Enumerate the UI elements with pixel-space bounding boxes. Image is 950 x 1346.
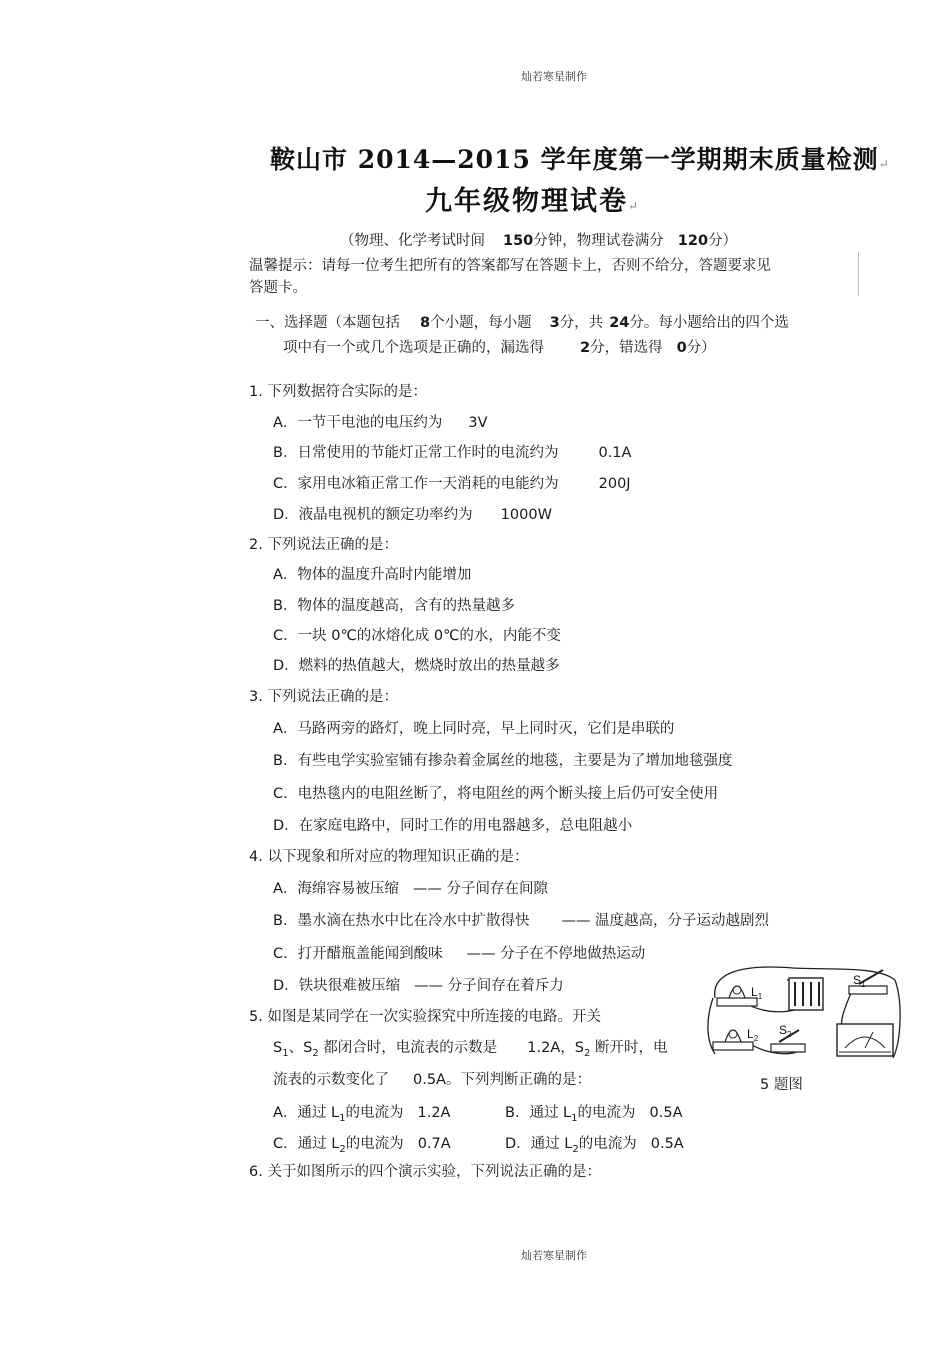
q2-option-d: D．燃料的热值越大，燃烧时放出的热量越多	[273, 658, 560, 674]
q5-figure-caption: 5 题图	[760, 1077, 803, 1093]
q4-option-a: A．海绵容易被压缩 —— 分子间存在间隙	[273, 881, 549, 897]
q2-option-a: A．物体的温度升高时内能增加	[273, 567, 472, 583]
tip-line-1: 温馨提示：请每一位考生把所有的答案都写在答题卡上，否则不给分，答题要求见	[249, 258, 771, 274]
q3-option-b: B．有些电学实验室铺有掺杂着金属丝的地毯，主要是为了增加地毯强度	[273, 753, 733, 769]
q2-stem: 2. 下列说法正确的是：	[249, 537, 398, 553]
page-header: 灿若寒星制作	[521, 70, 587, 83]
q4-stem: 4. 以下现象和所对应的物理知识正确的是：	[249, 849, 529, 865]
margin-line	[858, 252, 859, 296]
fig-label-s1: $S_1$	[853, 973, 866, 989]
q4-option-c: C．打开醋瓶盖能闻到酸味 —— 分子在不停地做热运动	[273, 946, 646, 962]
section-1-heading-cont: 项中有一个或几个选项是正确的，漏选得 2分，错选得 0分）	[283, 340, 716, 356]
q3-option-a: A．马路两旁的路灯，晚上同时亮，早上同时灭，它们是串联的	[273, 721, 675, 737]
q4-option-b: B．墨水滴在热水中比在冷水中扩散得快 —— 温度越高，分子运动越剧烈	[273, 913, 770, 929]
q3-option-d: D．在家庭电路中，同时工作的用电器越多，总电阻越小	[273, 818, 633, 834]
q5-circuit-figure	[703, 962, 903, 1070]
q5-option-c: C．通过 $L_2$的电流为 0.7A	[273, 1136, 451, 1155]
q6-stem: 6. 关于如图所示的四个演示实验，下列说法正确的是：	[249, 1164, 601, 1180]
ammeter	[837, 1024, 893, 1056]
fig-label-s2: $S_2$	[779, 1023, 792, 1039]
q3-stem: 3. 下列说法正确的是：	[249, 689, 398, 705]
q1-option-d: D．液晶电视机的额定功率约为 1000W	[273, 507, 552, 523]
q3-option-c: C．电热毯内的电阻丝断了，将电阻丝的两个断头接上后仍可安全使用	[273, 786, 719, 802]
q2-option-b: B．物体的温度越高，含有的热量越多	[273, 598, 515, 614]
fig-label-l2: $L_2$	[747, 1027, 759, 1043]
q5-stem-line-1: 5. 如图是某同学在一次实验探究中所连接的电路。开关	[249, 1009, 601, 1025]
section-1-heading: 一、选择题（本题包括 8个小题，每小题 3分，共 24分。每小题给出的四个选	[255, 315, 789, 331]
q5-option-d: D．通过 $L_2$的电流为 0.5A	[505, 1136, 684, 1155]
q1-option-b: B．日常使用的节能灯正常工作时的电流约为 0.1A	[273, 445, 632, 461]
exam-subtitle: 九年级物理试卷↵	[425, 186, 641, 217]
page-footer: 灿若寒星制作	[521, 1249, 587, 1262]
battery-box	[789, 978, 823, 1010]
tip-line-2: 答题卡。	[249, 280, 307, 296]
exam-info: （物理、化学考试时间 150分钟，物理试卷满分 120分）	[340, 233, 738, 249]
q5-stem-line-3: 流表的示数变化了 0.5A。下列判断正确的是：	[273, 1072, 591, 1088]
q4-option-d: D．铁块很难被压缩 —— 分子间存在着斥力	[273, 978, 564, 994]
q5-stem-line-2: $S_1$、$S_2$ 都闭合时，电流表的示数是 1.2A，$S_2$ 断开时，电	[273, 1040, 668, 1059]
q1-stem: 1. 下列数据符合实际的是：	[249, 384, 427, 400]
q2-option-c: C．一块 0℃的冰熔化成 0℃的水，内能不变	[273, 628, 561, 644]
q1-option-a: A．一节干电池的电压约为 3V	[273, 415, 488, 431]
exam-title: 鞍山市 2014—2015 学年度第一学期期末质量检测↵	[270, 145, 890, 174]
q5-option-b: B．通过 $L_1$的电流为 0.5A	[505, 1105, 683, 1124]
q1-option-c: C．家用电冰箱正常工作一天消耗的电能约为 200J	[273, 476, 631, 492]
fig-label-l1: $L_1$	[751, 985, 763, 1001]
q5-option-a: A．通过 $L_1$的电流为 1.2A	[273, 1105, 451, 1124]
